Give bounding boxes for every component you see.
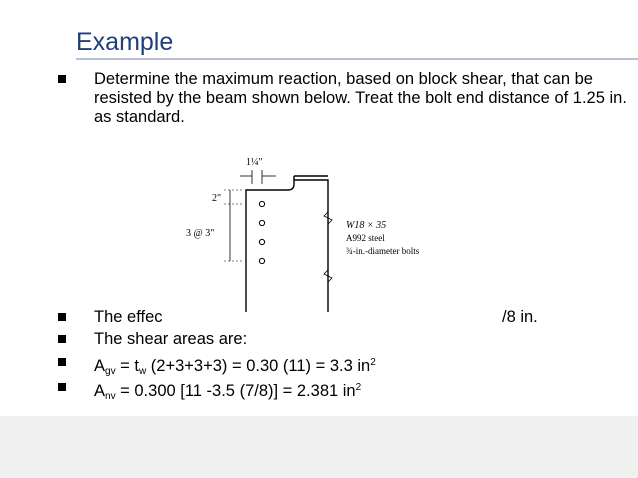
bullet-square-icon (58, 335, 66, 343)
beam-web-outline (246, 180, 328, 312)
bolt-hole-1 (259, 201, 264, 206)
anv-equation: $A_{nv} = 0.300$ [11 -3.5 (7/8)] = 2.381 $in^2$ (94, 382, 362, 402)
bolt-hole-3 (259, 239, 264, 244)
bolt-hole-4 (259, 258, 264, 263)
bullet-square-icon (58, 75, 66, 83)
bullet-square-icon (58, 313, 66, 321)
material-label: A992 steel (346, 233, 385, 243)
beam-diagram (178, 152, 460, 316)
dim-spacing-label: 3 @ 3" (186, 228, 215, 239)
bullet-square-icon (58, 358, 66, 366)
beam-drawing (178, 152, 460, 316)
effective-text-start: The effec (94, 308, 163, 326)
footer-band (0, 416, 638, 478)
slide-title: Example (76, 28, 174, 56)
agv-equation: $A_{gv} = t_w$ (2+3+3+3) = 0.30 (11) = 3.3 $in^2$ (94, 357, 376, 377)
intro-text: Determine the maximum reaction, based on block shear, that can be resisted by the beam shown below. Treat the bolt end distance of 1.25 in. as standard. (94, 70, 627, 126)
section-label: W18 × 35 (346, 220, 387, 231)
bullet-square-icon (58, 383, 66, 391)
title-underline (76, 58, 638, 60)
bolt-label: ¾-in.-diameter bolts (346, 246, 420, 256)
effective-text-end: /8 in. (502, 308, 538, 326)
dim-top-label: 1¼" (246, 157, 263, 168)
dim-edge-label: 2" (212, 193, 222, 204)
bolt-hole-2 (259, 220, 264, 225)
shear-areas-text: The shear areas are: (94, 330, 248, 348)
